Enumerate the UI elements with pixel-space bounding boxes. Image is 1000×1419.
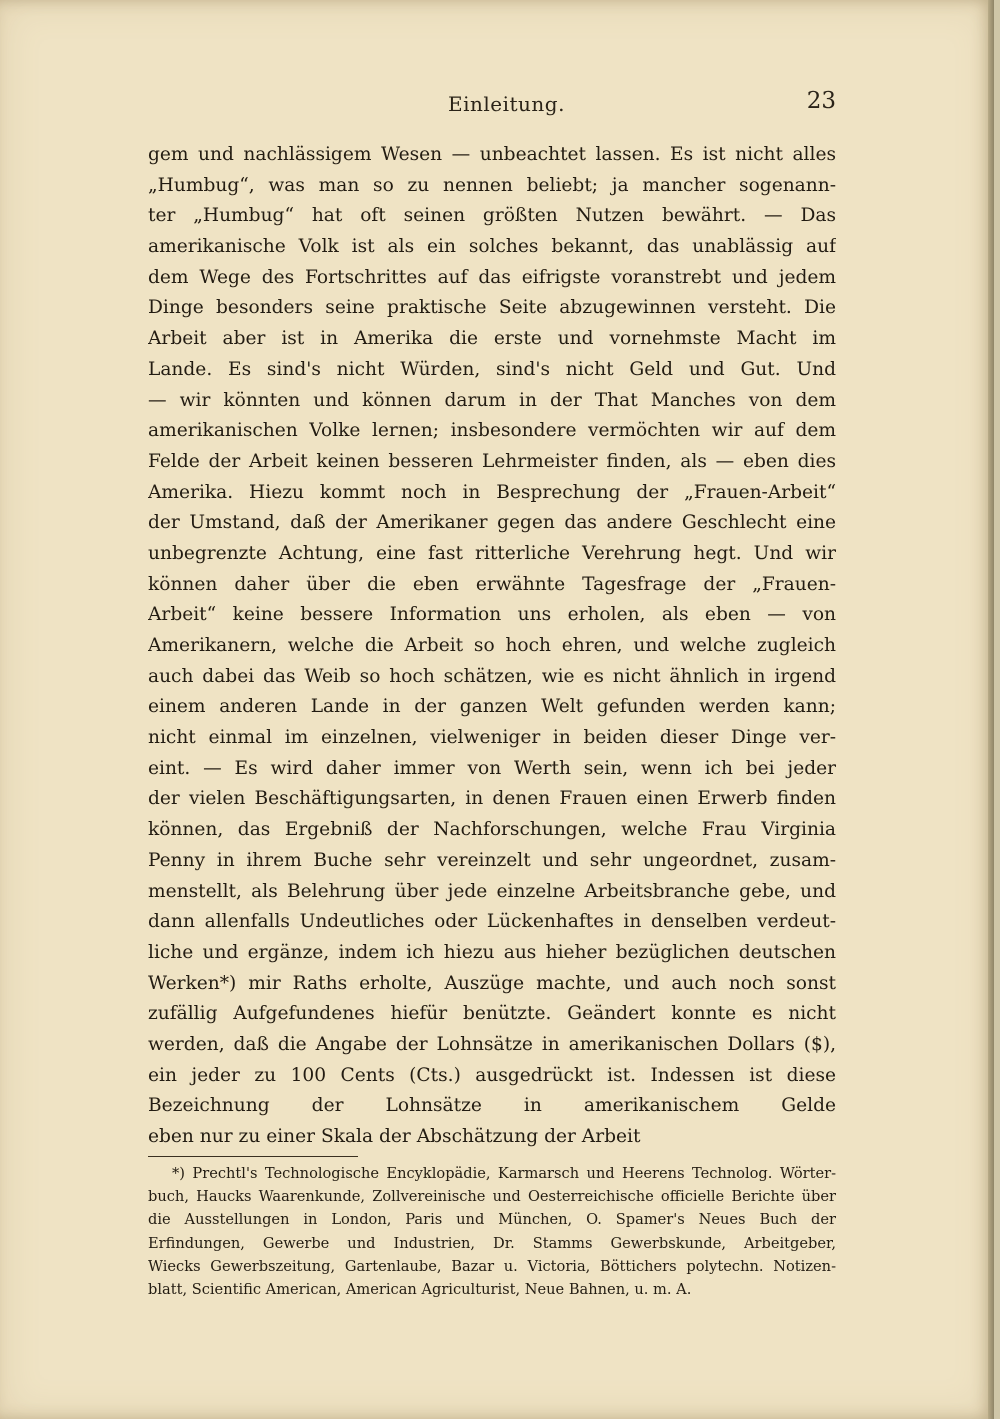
footnote-line: die Ausstellungen in London, Paris und München, O. Spamer's Neues Buch der [148,1211,836,1229]
text-line: der vielen Beschäftigungsarten, in denen Frauen einen Erwerb finden [148,788,836,810]
text-line: ter „Humbug“ hat oft seinen größten Nutzen bewährt. — Das [148,205,836,227]
text-line: können, das Ergebniß der Nachforschungen, welche Frau Virginia [148,819,836,841]
running-header [148,88,836,124]
text-line: Felde der Arbeit keinen besseren Lehrmeister finden, als — eben dies [148,450,836,472]
text-line: Amerikanern, welche die Arbeit so hoch ehren, und welche zugleich [148,635,836,656]
footnote-line: blatt, Scientific American, American Agriculturist, Neue Bahnen, u. m. A. [148,1280,692,1298]
text-line: Penny in ihrem Buche sehr vereinzelt und sehr ungeordnet, zusam- [148,849,836,871]
text-line: Amerika. Hiezu kommt noch in Besprechung der „Frauen-Arbeit“ [148,481,836,503]
text-line: liche und ergänze, indem ich hiezu aus hieher bezüglichen deutschen [148,941,836,963]
text-line: nicht einmal im einzelnen, vielweniger in beiden dieser Dinge ver- [148,727,836,749]
text-line: amerikanischen Volke lernen; insbesondere vermöchten wir auf dem [148,420,836,442]
text-line: amerikanische Volk ist als ein solches bekannt, das unablässig auf [148,236,836,258]
text-line: der Umstand, daß der Amerikaner gegen das andere Geschlecht eine [148,512,836,534]
page-number: 23 [806,88,836,114]
text-line: ein jeder zu 100 Cents (Cts.) ausgedrückt ist. Indessen ist diese [148,1064,836,1086]
footnote-line: Erfindungen, Gewerbe und Industrien, Dr. Stamms Gewerbskunde, Arbeitgeber, [148,1234,836,1252]
footnote-line: *) Prechtl's Technologische Encyklopädie, Karmarsch und Heerens Technolog. Wörter- [172,1165,836,1182]
footnote-separator [148,1156,358,1157]
text-line: Werken*) mir Raths erholte, Auszüge machte, und auch noch sonst [148,972,836,994]
text-line: eben nur zu einer Skala der Abschätzung der Arbeit [148,1126,641,1147]
text-line: Lande. Es sind's nicht Würden, sind's nicht Geld und Gut. Und [148,358,836,380]
body-text [148,140,836,1153]
text-line: menstellt, als Belehrung über jede einzelne Arbeitsbranche gebe, und [148,880,836,902]
page-edge-shadow [988,0,994,1419]
text-line: auch dabei das Weib so hoch schätzen, wie es nicht ähnlich in irgend [148,665,836,687]
text-line: werden, daß die Angabe der Lohnsätze in amerikanischen Dollars ($), [148,1033,836,1055]
text-line: einem anderen Lande in der ganzen Welt gefunden werden kann; [148,696,836,718]
text-line: zufällig Aufgefundenes hiefür benützte. Geändert konnte es nicht [148,1003,836,1025]
text-line: unbegrenzte Achtung, eine fast ritterliche Verehrung hegt. Und wir [148,542,836,564]
text-line: „Humbug“, was man so zu nennen beliebt; ja mancher sogenann- [148,174,836,196]
footnote-line: buch, Haucks Waarenkunde, Zollvereinische und Oesterreichische officielle Berichte über [148,1188,836,1206]
text-line: Bezeichnung der Lohnsätze in amerikanischem Gelde [148,1095,836,1117]
text-line: eint. — Es wird daher immer von Werth sein, wenn ich bei jeder [148,757,836,779]
footnote-line: Wiecks Gewerbszeitung, Gartenlaube, Bazar u. Victoria, Böttichers polytechn. Notizen- [148,1257,836,1275]
text-line: dem Wege des Fortschrittes auf das eifrigste voranstrebt und jedem [148,266,836,288]
text-line: Arbeit aber ist in Amerika die erste und vornehmste Macht im [148,328,836,350]
text-line: dann allenfalls Undeutliches oder Lückenhaftes in denselben verdeut- [148,911,836,933]
text-line: gem und nachlässigem Wesen — unbeachtet lassen. Es ist nicht alles [148,144,836,165]
footnotes [148,1162,836,1301]
running-title: Einleitung. [448,92,565,116]
text-line: Dinge besonders seine praktische Seite abzugewinnen versteht. Die [148,297,836,319]
text-line: Arbeit“ keine bessere Information uns erholen, als eben — von [148,604,836,626]
text-line: können daher über die eben erwähnte Tagesfrage der „Frauen- [148,573,836,595]
text-line: — wir könnten und können darum in der That Manches von dem [148,389,836,411]
